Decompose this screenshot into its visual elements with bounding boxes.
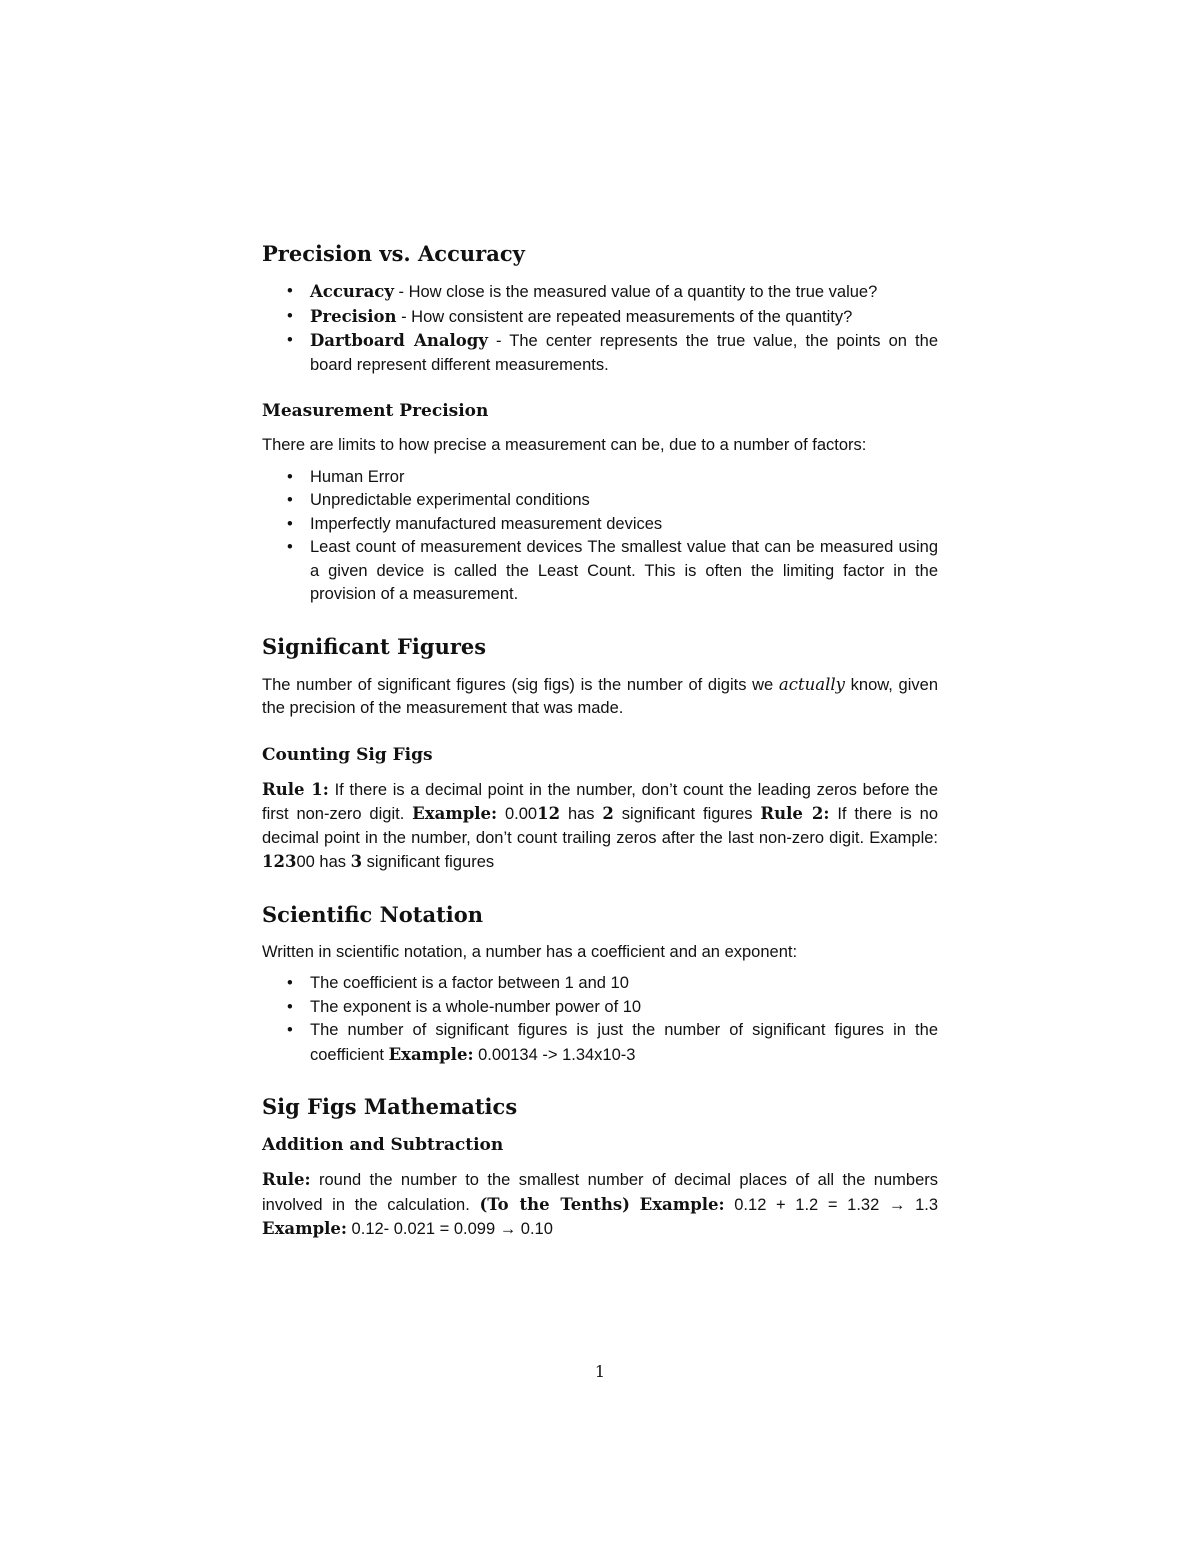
heading-addition-subtraction: Addition and Subtraction	[262, 1135, 504, 1155]
list-item: • Dartboard Analogy - The center represents the true value, the points on the board represent different measurements.	[287, 331, 938, 374]
measurement-precision-intro: There are limits to how precise a measurement can be, due to a number of factors:	[262, 436, 867, 454]
measurement-factors-list	[262, 466, 938, 607]
heading-significant-figures: Significant Figures	[262, 633, 487, 659]
heading-counting-sig-figs: Counting Sig Figs	[262, 744, 433, 765]
counting-rules-paragraph: Rule 1: If there is a decimal point in the number, don’t count the leading zeros before the first non-zero digit. Example: 0.0012 has 2 significant figures Rule 2: If there is no decimal point in the number, don’t count trailing zeros after the last non-zero digit. Example: 12300 has 3 significant figures	[262, 779, 938, 871]
list-item: • The number of significant figures is just the number of significant figures in the coefficient Example: 0.00134 -> 1.34x10-3	[287, 1021, 938, 1064]
heading-measurement-precision: Measurement Precision	[262, 401, 489, 421]
bullet-icon: •	[287, 997, 293, 1016]
bullet-icon: •	[287, 282, 293, 300]
list-item: • Human Error	[262, 466, 938, 490]
bullet-icon: •	[287, 491, 293, 509]
heading-precision-vs-accuracy: Precision vs. Accuracy	[262, 241, 525, 266]
list-item: • Least count of measurement devices The smallest value that can be measured using a given device is called the Least Count. This is often the limiting factor in the provision of a measurement.	[287, 538, 938, 603]
bullet-icon: •	[287, 331, 293, 349]
list-item: • Imperfectly manufactured measurement devices	[262, 513, 938, 537]
bullet-icon: •	[287, 974, 293, 992]
precision-accuracy-list	[262, 280, 938, 377]
document-page	[262, 240, 938, 1250]
list-item: • The coefficient is a factor between 1 and 10	[262, 972, 938, 996]
list-item: • Unpredictable experimental conditions	[262, 489, 938, 513]
heading-sig-figs-mathematics: Sig Figs Mathematics	[262, 1094, 518, 1119]
list-item: • Precision - How consistent are repeated measurements of the quantity?	[262, 305, 938, 330]
addition-subtraction-rule: Rule: round the number to the smallest number of decimal places of all the numbers involved in the calculation. (To the Tenths) Example: 0.12 + 1.2 = 1.32 → 1.3 Example: 0.12- 0.021 = 0.099 → 0.10	[262, 1170, 939, 1238]
page-number: 1	[594, 1362, 606, 1381]
scientific-notation-list	[262, 972, 938, 1067]
list-item: • The exponent is a whole-number power of 10	[262, 996, 938, 1020]
bullet-icon: •	[287, 467, 293, 486]
bullet-icon: •	[287, 538, 293, 556]
significant-figures-definition: The number of significant figures (sig figs) is the number of digits we actually know, given the precision of the measurement that was made.	[262, 674, 938, 717]
bullet-icon: •	[287, 514, 293, 533]
list-item: • Accuracy - How close is the measured value of a quantity to the true value?	[262, 280, 938, 305]
bullet-icon: •	[287, 306, 293, 325]
heading-scientific-notation: Scientific Notation	[262, 901, 484, 927]
bullet-icon: •	[287, 1021, 293, 1039]
scientific-notation-intro: Written in scientific notation, a number has a coefficient and an exponent:	[262, 942, 798, 961]
